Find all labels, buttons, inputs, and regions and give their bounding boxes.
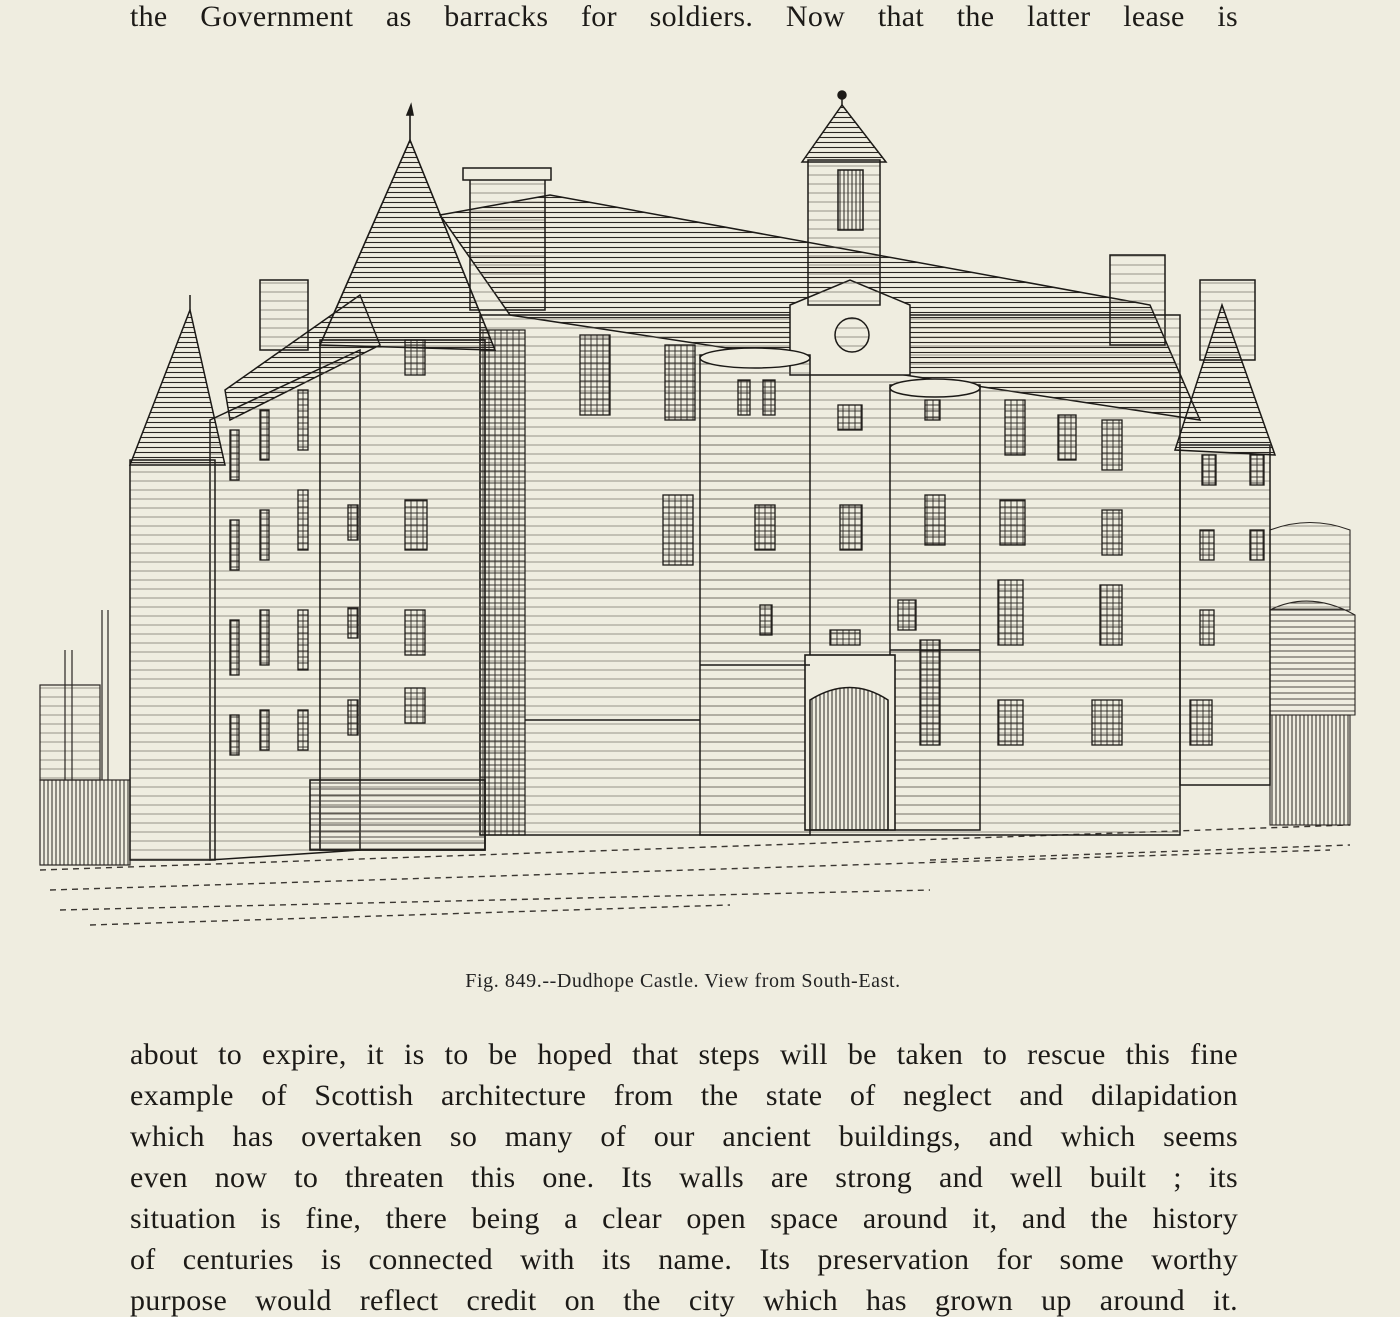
body-line-4: even now to threaten this one. Its walls are strong and well built ; its (130, 1161, 1238, 1194)
center-left-tower (700, 348, 810, 835)
body-line-6: of centuries is connected with its name. Its preservation for some worthy (130, 1243, 1238, 1276)
body-line-7: purpose would reflect credit on the city which has grown up around it. (130, 1284, 1238, 1317)
castle-illustration (30, 90, 1370, 940)
clock-tower (790, 91, 910, 375)
left-turret (130, 295, 225, 860)
body-line-2: example of Scottish architecture from the state of neglect and dilapidation (130, 1079, 1238, 1112)
body-line-5: situation is fine, there being a clear open space around it, and the history (130, 1202, 1238, 1235)
figure-caption: Fig. 849.--Dudhope Castle. View from South-East. (465, 970, 901, 992)
background-right (1270, 523, 1355, 826)
chimney-left (470, 170, 545, 310)
top-text-line: the Government as barracks for soldiers. Now that the latter lease is (130, 0, 1238, 33)
arched-doorway (805, 655, 895, 830)
body-line-1: about to expire, it is to be hoped that steps will be taken to rescue this fine (130, 1038, 1238, 1071)
body-line-3: which has overtaken so many of our ancient buildings, and which seems (130, 1120, 1238, 1153)
background-left (40, 610, 130, 865)
chimney-left-wing (260, 280, 308, 350)
